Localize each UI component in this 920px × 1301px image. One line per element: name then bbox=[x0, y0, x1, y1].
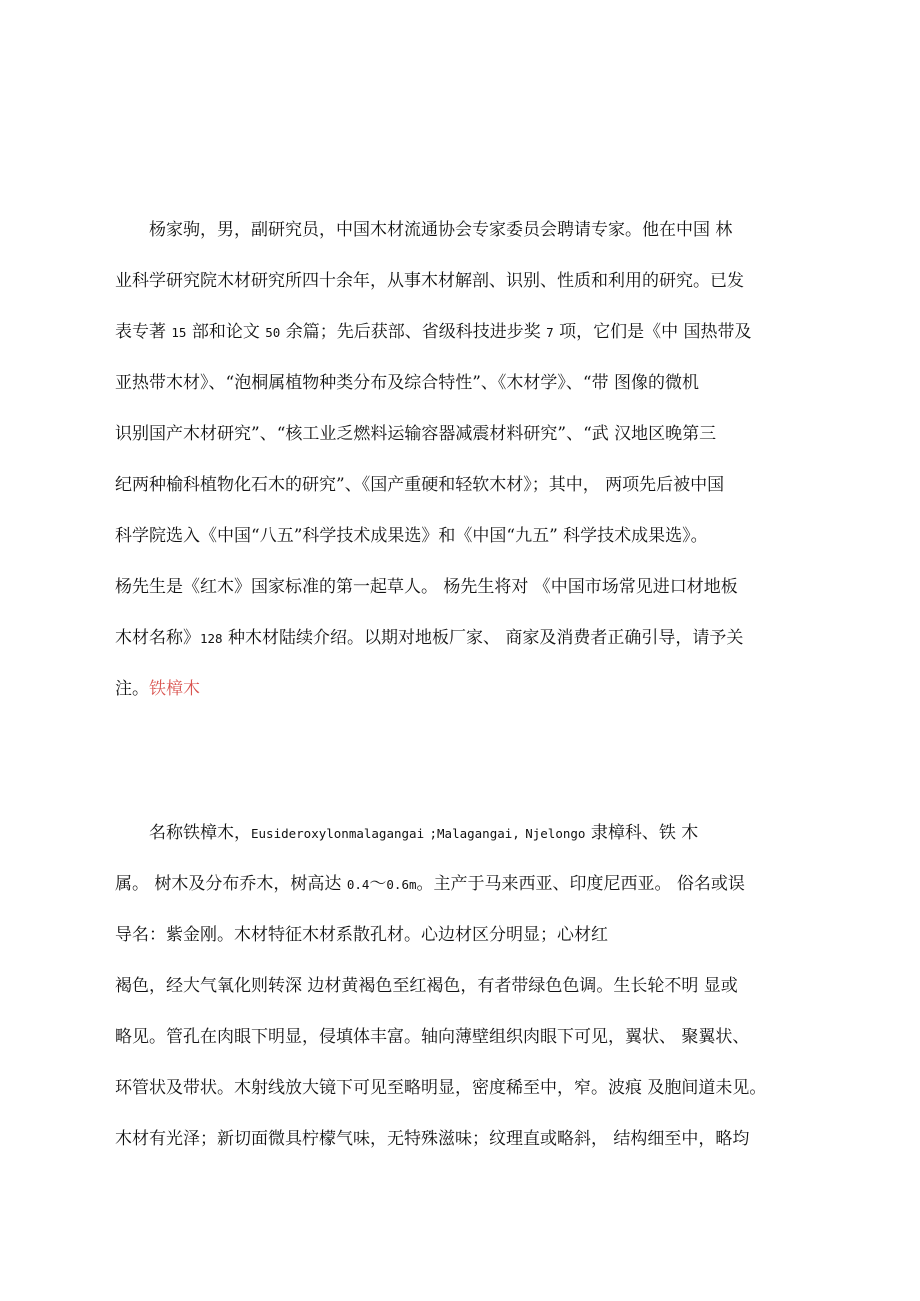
text-line: 纪两种榆科植物化石木的研究”、《国产重硬和轻软木材》；其中， 两项先后被中国 bbox=[115, 475, 725, 495]
text-line: 识别国产木材研究”、“核工业乏燃料运输容器减震材料研究”、“武 汉地区晚第三 bbox=[115, 424, 717, 444]
text-line: 木材名称》128 种木材陆续介绍。以期对地板厂家、 商家及消费者正确引导，请予关 bbox=[115, 628, 744, 648]
text-line: 属。 树木及分布乔木，树高达 0.4～0.6m。主产于马来西亚、印度尼西亚。 俗名或误 bbox=[115, 874, 745, 894]
text-line: 表专著 15 部和论文 50 余篇；先后获部、省级科技进步奖 7 项，它们是《中 国热带及 bbox=[115, 322, 752, 342]
text-line: 业科学研究院木材研究所四十余年，从事木材解剖、识别、性质和利用的研究。已发 bbox=[115, 271, 744, 291]
text-line: 杨先生是《红木》国家标准的第一起草人。 杨先生将对 《中国市场常见进口材地板 bbox=[115, 577, 738, 597]
wood-name-heading: 铁樟木 bbox=[149, 679, 200, 699]
author-intro-paragraph bbox=[115, 205, 807, 715]
text-fragment: 注。 bbox=[115, 679, 149, 699]
text-line: 导名：紫金刚。木材特征木材系散孔材。心边材区分明显；心材红 bbox=[115, 925, 608, 945]
text-line-last bbox=[115, 664, 807, 715]
text-line: 木材有光泽；新切面微具柠檬气味，无特殊滋味；纹理直或略斜， 结构细至中，略均 bbox=[115, 1129, 750, 1149]
text-line: 环管状及带状。木射线放大镜下可见至略明显，密度稀至中，窄。波痕 及胞间道未见。 bbox=[115, 1078, 767, 1098]
text-line: 科学院选入《中国“八五”科学技术成果选》和《中国“九五” 科学技术成果选》。 bbox=[115, 526, 708, 546]
text-line: 亚热带木材》、“泡桐属植物种类分布及综合特性”、《木材学》、“带 图像的微机 bbox=[115, 373, 699, 393]
text-line: 名称铁樟木，Eusideroxylonmalagangai ;Malagangai, Njelongo 隶樟科、铁 木 bbox=[115, 823, 699, 843]
text-line: 略见。管孔在肉眼下明显，侵填体丰富。轴向薄壁组织肉眼下可见，翼状、 聚翼状、 bbox=[115, 1027, 750, 1047]
wood-description-paragraph bbox=[115, 808, 807, 1165]
text-line: 褐色，经大气氧化则转深 边材黄褐色至红褐色，有者带绿色色调。生长轮不明 显或 bbox=[115, 976, 738, 996]
text-line: 杨家驹，男，副研究员，中国木材流通协会专家委员会聘请专家。他在中国 林 bbox=[115, 220, 733, 240]
